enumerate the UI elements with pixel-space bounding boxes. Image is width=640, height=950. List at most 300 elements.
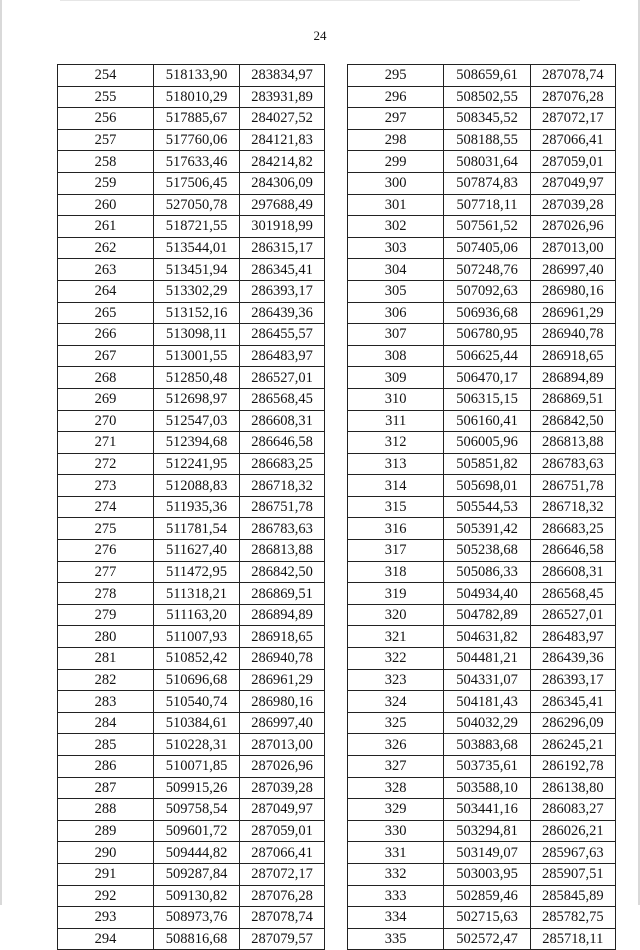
x-coordinate-cell: 513098,11 bbox=[154, 324, 240, 346]
x-coordinate-cell: 511781,54 bbox=[154, 518, 240, 540]
x-coordinate-cell: 508188,55 bbox=[444, 129, 530, 151]
point-number-cell: 304 bbox=[348, 259, 444, 281]
x-coordinate-cell: 508816,68 bbox=[154, 928, 240, 950]
table-row bbox=[348, 583, 616, 605]
point-number-cell: 331 bbox=[348, 842, 444, 864]
table-row bbox=[348, 820, 616, 842]
point-number-cell: 265 bbox=[58, 302, 154, 324]
x-coordinate-cell: 506005,96 bbox=[444, 432, 530, 454]
y-coordinate-cell: 286483,97 bbox=[240, 345, 325, 367]
point-number-cell: 271 bbox=[58, 432, 154, 454]
x-coordinate-cell: 502715,63 bbox=[444, 907, 530, 929]
table-row bbox=[348, 907, 616, 929]
point-number-cell: 269 bbox=[58, 388, 154, 410]
point-number-cell: 315 bbox=[348, 496, 444, 518]
x-coordinate-cell: 509758,54 bbox=[154, 799, 240, 821]
y-coordinate-cell: 283834,97 bbox=[240, 65, 325, 87]
x-coordinate-cell: 511627,40 bbox=[154, 540, 240, 562]
table-row bbox=[348, 691, 616, 713]
x-coordinate-cell: 502572,47 bbox=[444, 928, 530, 950]
table-row bbox=[348, 885, 616, 907]
point-number-cell: 286 bbox=[58, 756, 154, 778]
y-coordinate-cell: 286940,78 bbox=[530, 324, 615, 346]
table-row bbox=[348, 648, 616, 670]
coordinates-table-left bbox=[57, 64, 325, 950]
table-row bbox=[58, 194, 325, 216]
point-number-cell: 318 bbox=[348, 561, 444, 583]
table-row bbox=[58, 432, 325, 454]
table-row bbox=[348, 734, 616, 756]
x-coordinate-cell: 506315,15 bbox=[444, 388, 530, 410]
table-row bbox=[348, 237, 616, 259]
y-coordinate-cell: 285782,75 bbox=[530, 907, 615, 929]
point-number-cell: 289 bbox=[58, 820, 154, 842]
scan-top-edge bbox=[60, 0, 580, 1]
point-number-cell: 266 bbox=[58, 324, 154, 346]
table-row bbox=[58, 777, 325, 799]
table-row bbox=[348, 410, 616, 432]
y-coordinate-cell: 286245,21 bbox=[530, 734, 615, 756]
table-row bbox=[58, 712, 325, 734]
point-number-cell: 263 bbox=[58, 259, 154, 281]
y-coordinate-cell: 286842,50 bbox=[240, 561, 325, 583]
point-number-cell: 295 bbox=[348, 65, 444, 87]
table-row bbox=[348, 540, 616, 562]
x-coordinate-cell: 508345,52 bbox=[444, 108, 530, 130]
y-coordinate-cell: 286646,58 bbox=[240, 432, 325, 454]
y-coordinate-cell: 286980,16 bbox=[530, 280, 615, 302]
point-number-cell: 283 bbox=[58, 691, 154, 713]
point-number-cell: 284 bbox=[58, 712, 154, 734]
y-coordinate-cell: 286918,65 bbox=[530, 345, 615, 367]
point-number-cell: 310 bbox=[348, 388, 444, 410]
y-coordinate-cell: 283931,89 bbox=[240, 86, 325, 108]
table-row bbox=[58, 475, 325, 497]
x-coordinate-cell: 509915,26 bbox=[154, 777, 240, 799]
x-coordinate-cell: 505238,68 bbox=[444, 540, 530, 562]
x-coordinate-cell: 505851,82 bbox=[444, 453, 530, 475]
y-coordinate-cell: 286608,31 bbox=[240, 410, 325, 432]
table-row bbox=[58, 172, 325, 194]
y-coordinate-cell: 285907,51 bbox=[530, 863, 615, 885]
table-row bbox=[348, 453, 616, 475]
table-row bbox=[348, 712, 616, 734]
scan-left-edge bbox=[0, 0, 2, 905]
point-number-cell: 255 bbox=[58, 86, 154, 108]
y-coordinate-cell: 286345,41 bbox=[530, 691, 615, 713]
x-coordinate-cell: 503588,10 bbox=[444, 777, 530, 799]
table-row bbox=[58, 324, 325, 346]
point-number-cell: 258 bbox=[58, 151, 154, 173]
table-row bbox=[58, 302, 325, 324]
table-row bbox=[348, 561, 616, 583]
table-row bbox=[58, 691, 325, 713]
y-coordinate-cell: 284027,52 bbox=[240, 108, 325, 130]
table-row bbox=[348, 65, 616, 87]
point-number-cell: 280 bbox=[58, 626, 154, 648]
point-number-cell: 254 bbox=[58, 65, 154, 87]
point-number-cell: 332 bbox=[348, 863, 444, 885]
y-coordinate-cell: 287013,00 bbox=[530, 237, 615, 259]
y-coordinate-cell: 287072,17 bbox=[530, 108, 615, 130]
table-row bbox=[58, 237, 325, 259]
y-coordinate-cell: 287076,28 bbox=[240, 885, 325, 907]
x-coordinate-cell: 513001,55 bbox=[154, 345, 240, 367]
x-coordinate-cell: 509601,72 bbox=[154, 820, 240, 842]
x-coordinate-cell: 527050,78 bbox=[154, 194, 240, 216]
point-number-cell: 323 bbox=[348, 669, 444, 691]
point-number-cell: 281 bbox=[58, 648, 154, 670]
table-row bbox=[58, 626, 325, 648]
y-coordinate-cell: 285718,11 bbox=[530, 928, 615, 950]
y-coordinate-cell: 286813,88 bbox=[240, 540, 325, 562]
x-coordinate-cell: 510384,61 bbox=[154, 712, 240, 734]
table-row bbox=[348, 496, 616, 518]
table-row bbox=[348, 432, 616, 454]
x-coordinate-cell: 511935,36 bbox=[154, 496, 240, 518]
table-row bbox=[58, 151, 325, 173]
y-coordinate-cell: 286751,78 bbox=[240, 496, 325, 518]
y-coordinate-cell: 286393,17 bbox=[240, 280, 325, 302]
x-coordinate-cell: 507561,52 bbox=[444, 216, 530, 238]
table-row bbox=[348, 388, 616, 410]
point-number-cell: 314 bbox=[348, 475, 444, 497]
x-coordinate-cell: 508031,64 bbox=[444, 151, 530, 173]
table-row bbox=[348, 345, 616, 367]
table-row bbox=[58, 648, 325, 670]
x-coordinate-cell: 511007,93 bbox=[154, 626, 240, 648]
table-row bbox=[348, 280, 616, 302]
table-row bbox=[58, 756, 325, 778]
x-coordinate-cell: 513302,29 bbox=[154, 280, 240, 302]
x-coordinate-cell: 518010,29 bbox=[154, 86, 240, 108]
table-row bbox=[58, 410, 325, 432]
table-row bbox=[348, 669, 616, 691]
table-row bbox=[58, 820, 325, 842]
x-coordinate-cell: 504934,40 bbox=[444, 583, 530, 605]
y-coordinate-cell: 286345,41 bbox=[240, 259, 325, 281]
x-coordinate-cell: 506936,68 bbox=[444, 302, 530, 324]
point-number-cell: 319 bbox=[348, 583, 444, 605]
y-coordinate-cell: 287013,00 bbox=[240, 734, 325, 756]
point-number-cell: 277 bbox=[58, 561, 154, 583]
point-number-cell: 287 bbox=[58, 777, 154, 799]
y-coordinate-cell: 287059,01 bbox=[240, 820, 325, 842]
point-number-cell: 322 bbox=[348, 648, 444, 670]
y-coordinate-cell: 286940,78 bbox=[240, 648, 325, 670]
point-number-cell: 282 bbox=[58, 669, 154, 691]
point-number-cell: 296 bbox=[348, 86, 444, 108]
table-row bbox=[348, 129, 616, 151]
x-coordinate-cell: 507874,83 bbox=[444, 172, 530, 194]
table-row bbox=[58, 453, 325, 475]
x-coordinate-cell: 511472,95 bbox=[154, 561, 240, 583]
point-number-cell: 278 bbox=[58, 583, 154, 605]
point-number-cell: 275 bbox=[58, 518, 154, 540]
y-coordinate-cell: 284306,09 bbox=[240, 172, 325, 194]
table-row bbox=[348, 842, 616, 864]
table-row bbox=[348, 86, 616, 108]
y-coordinate-cell: 287039,28 bbox=[530, 194, 615, 216]
point-number-cell: 276 bbox=[58, 540, 154, 562]
y-coordinate-cell: 287039,28 bbox=[240, 777, 325, 799]
y-coordinate-cell: 287078,74 bbox=[240, 907, 325, 929]
table-row bbox=[58, 86, 325, 108]
y-coordinate-cell: 286455,57 bbox=[240, 324, 325, 346]
point-number-cell: 303 bbox=[348, 237, 444, 259]
y-coordinate-cell: 286138,80 bbox=[530, 777, 615, 799]
point-number-cell: 267 bbox=[58, 345, 154, 367]
point-number-cell: 297 bbox=[348, 108, 444, 130]
point-number-cell: 270 bbox=[58, 410, 154, 432]
y-coordinate-cell: 286718,32 bbox=[530, 496, 615, 518]
table-row bbox=[58, 345, 325, 367]
point-number-cell: 279 bbox=[58, 604, 154, 626]
x-coordinate-cell: 512698,97 bbox=[154, 388, 240, 410]
page-number: 24 bbox=[313, 28, 327, 43]
x-coordinate-cell: 505086,33 bbox=[444, 561, 530, 583]
point-number-cell: 302 bbox=[348, 216, 444, 238]
y-coordinate-cell: 284121,83 bbox=[240, 129, 325, 151]
y-coordinate-cell: 286393,17 bbox=[530, 669, 615, 691]
table-row bbox=[348, 302, 616, 324]
x-coordinate-cell: 508659,61 bbox=[444, 65, 530, 87]
point-number-cell: 301 bbox=[348, 194, 444, 216]
point-number-cell: 272 bbox=[58, 453, 154, 475]
y-coordinate-cell: 286527,01 bbox=[240, 367, 325, 389]
table-row bbox=[58, 928, 325, 950]
x-coordinate-cell: 513544,01 bbox=[154, 237, 240, 259]
x-coordinate-cell: 513152,16 bbox=[154, 302, 240, 324]
y-coordinate-cell: 286608,31 bbox=[530, 561, 615, 583]
x-coordinate-cell: 509287,84 bbox=[154, 863, 240, 885]
table-row bbox=[348, 626, 616, 648]
y-coordinate-cell: 286961,29 bbox=[240, 669, 325, 691]
table-row bbox=[58, 799, 325, 821]
table-row bbox=[58, 669, 325, 691]
point-number-cell: 288 bbox=[58, 799, 154, 821]
point-number-cell: 321 bbox=[348, 626, 444, 648]
x-coordinate-cell: 512547,03 bbox=[154, 410, 240, 432]
y-coordinate-cell: 286997,40 bbox=[530, 259, 615, 281]
x-coordinate-cell: 503003,95 bbox=[444, 863, 530, 885]
y-coordinate-cell: 286980,16 bbox=[240, 691, 325, 713]
point-number-cell: 312 bbox=[348, 432, 444, 454]
point-number-cell: 309 bbox=[348, 367, 444, 389]
table-row bbox=[58, 885, 325, 907]
y-coordinate-cell: 286192,78 bbox=[530, 756, 615, 778]
table-row bbox=[58, 65, 325, 87]
point-number-cell: 294 bbox=[58, 928, 154, 950]
table-row bbox=[348, 863, 616, 885]
table-row bbox=[58, 561, 325, 583]
x-coordinate-cell: 512088,83 bbox=[154, 475, 240, 497]
y-coordinate-cell: 285845,89 bbox=[530, 885, 615, 907]
x-coordinate-cell: 518133,90 bbox=[154, 65, 240, 87]
point-number-cell: 305 bbox=[348, 280, 444, 302]
x-coordinate-cell: 517760,06 bbox=[154, 129, 240, 151]
x-coordinate-cell: 510696,68 bbox=[154, 669, 240, 691]
point-number-cell: 262 bbox=[58, 237, 154, 259]
point-number-cell: 260 bbox=[58, 194, 154, 216]
point-number-cell: 333 bbox=[348, 885, 444, 907]
table-row bbox=[58, 280, 325, 302]
y-coordinate-cell: 286869,51 bbox=[530, 388, 615, 410]
y-coordinate-cell: 287072,17 bbox=[240, 863, 325, 885]
x-coordinate-cell: 505391,42 bbox=[444, 518, 530, 540]
point-number-cell: 299 bbox=[348, 151, 444, 173]
x-coordinate-cell: 504181,43 bbox=[444, 691, 530, 713]
point-number-cell: 325 bbox=[348, 712, 444, 734]
x-coordinate-cell: 512241,95 bbox=[154, 453, 240, 475]
y-coordinate-cell: 287049,97 bbox=[240, 799, 325, 821]
x-coordinate-cell: 512850,48 bbox=[154, 367, 240, 389]
x-coordinate-cell: 506780,95 bbox=[444, 324, 530, 346]
table-row bbox=[348, 172, 616, 194]
x-coordinate-cell: 517885,67 bbox=[154, 108, 240, 130]
table-row bbox=[348, 928, 616, 950]
table-row bbox=[348, 324, 616, 346]
x-coordinate-cell: 503441,16 bbox=[444, 799, 530, 821]
y-coordinate-cell: 287049,97 bbox=[530, 172, 615, 194]
point-number-cell: 326 bbox=[348, 734, 444, 756]
x-coordinate-cell: 511318,21 bbox=[154, 583, 240, 605]
table-row bbox=[348, 518, 616, 540]
y-coordinate-cell: 286083,27 bbox=[530, 799, 615, 821]
point-number-cell: 308 bbox=[348, 345, 444, 367]
y-coordinate-cell: 286439,36 bbox=[240, 302, 325, 324]
table-row bbox=[58, 583, 325, 605]
table-row bbox=[348, 259, 616, 281]
point-number-cell: 268 bbox=[58, 367, 154, 389]
table-row bbox=[348, 777, 616, 799]
table-row bbox=[58, 216, 325, 238]
x-coordinate-cell: 507405,06 bbox=[444, 237, 530, 259]
x-coordinate-cell: 510071,85 bbox=[154, 756, 240, 778]
x-coordinate-cell: 511163,20 bbox=[154, 604, 240, 626]
point-number-cell: 327 bbox=[348, 756, 444, 778]
x-coordinate-cell: 506470,17 bbox=[444, 367, 530, 389]
x-coordinate-cell: 512394,68 bbox=[154, 432, 240, 454]
y-coordinate-cell: 286646,58 bbox=[530, 540, 615, 562]
left-table-body bbox=[58, 65, 325, 950]
y-coordinate-cell: 286813,88 bbox=[530, 432, 615, 454]
y-coordinate-cell: 286894,89 bbox=[530, 367, 615, 389]
y-coordinate-cell: 286783,63 bbox=[240, 518, 325, 540]
y-coordinate-cell: 284214,82 bbox=[240, 151, 325, 173]
table-row bbox=[58, 259, 325, 281]
x-coordinate-cell: 505544,53 bbox=[444, 496, 530, 518]
y-coordinate-cell: 286296,09 bbox=[530, 712, 615, 734]
x-coordinate-cell: 504782,89 bbox=[444, 604, 530, 626]
point-number-cell: 300 bbox=[348, 172, 444, 194]
x-coordinate-cell: 509444,82 bbox=[154, 842, 240, 864]
table-row bbox=[58, 367, 325, 389]
y-coordinate-cell: 286527,01 bbox=[530, 604, 615, 626]
point-number-cell: 307 bbox=[348, 324, 444, 346]
y-coordinate-cell: 286483,97 bbox=[530, 626, 615, 648]
table-row bbox=[348, 108, 616, 130]
x-coordinate-cell: 506160,41 bbox=[444, 410, 530, 432]
point-number-cell: 317 bbox=[348, 540, 444, 562]
point-number-cell: 285 bbox=[58, 734, 154, 756]
table-row bbox=[58, 863, 325, 885]
y-coordinate-cell: 286315,17 bbox=[240, 237, 325, 259]
x-coordinate-cell: 518721,55 bbox=[154, 216, 240, 238]
x-coordinate-cell: 503735,61 bbox=[444, 756, 530, 778]
point-number-cell: 291 bbox=[58, 863, 154, 885]
point-number-cell: 313 bbox=[348, 453, 444, 475]
table-row bbox=[58, 540, 325, 562]
table-row bbox=[58, 108, 325, 130]
point-number-cell: 292 bbox=[58, 885, 154, 907]
point-number-cell: 298 bbox=[348, 129, 444, 151]
point-number-cell: 293 bbox=[58, 907, 154, 929]
y-coordinate-cell: 286961,29 bbox=[530, 302, 615, 324]
table-row bbox=[58, 129, 325, 151]
x-coordinate-cell: 510540,74 bbox=[154, 691, 240, 713]
point-number-cell: 316 bbox=[348, 518, 444, 540]
point-number-cell: 334 bbox=[348, 907, 444, 929]
table-row bbox=[58, 388, 325, 410]
y-coordinate-cell: 286997,40 bbox=[240, 712, 325, 734]
y-coordinate-cell: 286869,51 bbox=[240, 583, 325, 605]
y-coordinate-cell: 286568,45 bbox=[530, 583, 615, 605]
table-row bbox=[58, 496, 325, 518]
y-coordinate-cell: 287078,74 bbox=[530, 65, 615, 87]
table-row bbox=[58, 734, 325, 756]
x-coordinate-cell: 504331,07 bbox=[444, 669, 530, 691]
x-coordinate-cell: 503294,81 bbox=[444, 820, 530, 842]
x-coordinate-cell: 510228,31 bbox=[154, 734, 240, 756]
x-coordinate-cell: 508502,55 bbox=[444, 86, 530, 108]
x-coordinate-cell: 509130,82 bbox=[154, 885, 240, 907]
y-coordinate-cell: 287066,41 bbox=[240, 842, 325, 864]
y-coordinate-cell: 285967,63 bbox=[530, 842, 615, 864]
table-row bbox=[348, 756, 616, 778]
y-coordinate-cell: 286683,25 bbox=[240, 453, 325, 475]
y-coordinate-cell: 286894,89 bbox=[240, 604, 325, 626]
table-row bbox=[348, 604, 616, 626]
table-row bbox=[58, 842, 325, 864]
point-number-cell: 329 bbox=[348, 799, 444, 821]
point-number-cell: 257 bbox=[58, 129, 154, 151]
point-number-cell: 306 bbox=[348, 302, 444, 324]
table-row bbox=[348, 151, 616, 173]
x-coordinate-cell: 508973,76 bbox=[154, 907, 240, 929]
y-coordinate-cell: 287066,41 bbox=[530, 129, 615, 151]
table-row bbox=[58, 518, 325, 540]
y-coordinate-cell: 286842,50 bbox=[530, 410, 615, 432]
point-number-cell: 256 bbox=[58, 108, 154, 130]
point-number-cell: 264 bbox=[58, 280, 154, 302]
y-coordinate-cell: 287026,96 bbox=[240, 756, 325, 778]
x-coordinate-cell: 504481,21 bbox=[444, 648, 530, 670]
x-coordinate-cell: 513451,94 bbox=[154, 259, 240, 281]
x-coordinate-cell: 505698,01 bbox=[444, 475, 530, 497]
point-number-cell: 273 bbox=[58, 475, 154, 497]
x-coordinate-cell: 510852,42 bbox=[154, 648, 240, 670]
point-number-cell: 328 bbox=[348, 777, 444, 799]
y-coordinate-cell: 286718,32 bbox=[240, 475, 325, 497]
x-coordinate-cell: 517633,46 bbox=[154, 151, 240, 173]
table-row bbox=[348, 216, 616, 238]
table-row bbox=[348, 799, 616, 821]
point-number-cell: 311 bbox=[348, 410, 444, 432]
y-coordinate-cell: 287076,28 bbox=[530, 86, 615, 108]
x-coordinate-cell: 507092,63 bbox=[444, 280, 530, 302]
x-coordinate-cell: 517506,45 bbox=[154, 172, 240, 194]
